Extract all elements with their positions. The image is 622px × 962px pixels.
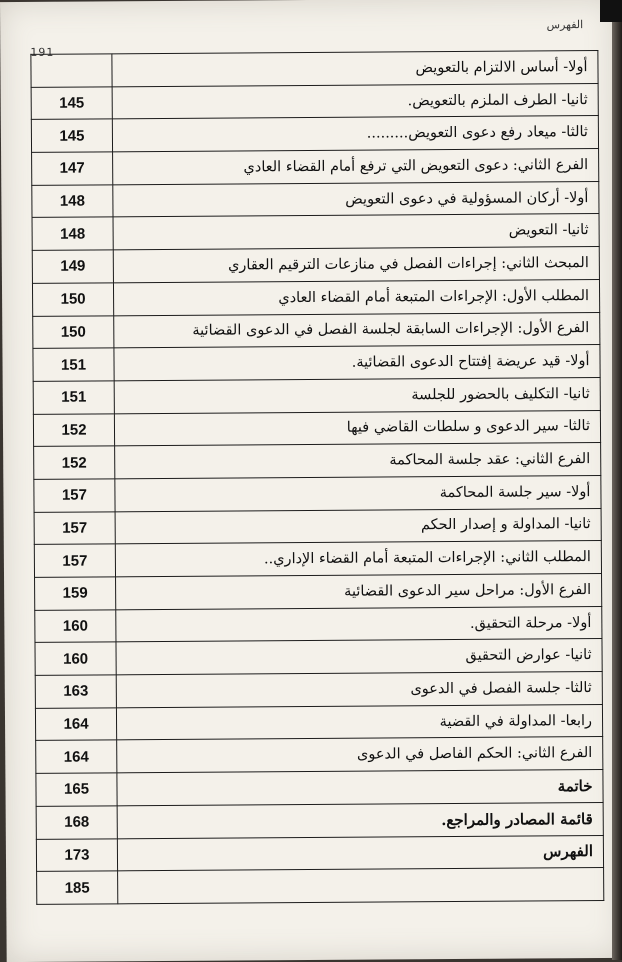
toc-entry-page: 150 [32, 283, 113, 316]
toc-entry-title: ثالثا- سير الدعوى و سلطات القاضي فيها [114, 410, 600, 446]
toc-row [33, 377, 600, 414]
toc-entry-title: الفرع الثاني: عقد جلسة المحاكمة [115, 443, 601, 479]
toc-entry-page: 152 [33, 413, 114, 446]
toc-entry-title: أولا- مرحلة التحقيق. [116, 606, 602, 642]
toc-row [35, 704, 602, 741]
toc-entry-title: المبحث الثاني: إجراءات الفصل في منازعات الترقيم العقاري [113, 247, 599, 283]
toc-row [32, 247, 599, 284]
toc-row [35, 639, 602, 676]
toc-row [32, 181, 599, 218]
toc-entry-page: 157 [34, 544, 115, 577]
toc-entry-page: 185 [37, 871, 118, 904]
toc-row [35, 606, 602, 643]
toc-entry-title: الفرع الأول: مراحل سير الدعوى القضائية [116, 573, 602, 609]
toc-entry-page: 148 [32, 217, 113, 250]
toc-entry-title: ثالثا- ميعاد رفع دعوى التعويض......... [112, 116, 598, 152]
toc-row [34, 443, 601, 480]
toc-row [36, 835, 603, 872]
toc-entry-page: 164 [36, 740, 117, 773]
toc-entry-title: المطلب الأول: الإجراءات المتبعة أمام القضاء العادي [113, 279, 599, 315]
toc-entry-page: 148 [32, 185, 113, 218]
toc-row [31, 116, 598, 153]
toc-entry-title [118, 868, 604, 904]
toc-row [31, 83, 598, 120]
toc-entry-title: ثانيا- الطرف الملزم بالتعويض. [112, 83, 598, 119]
toc-entry-title: الفرع الثاني: الحكم الفاصل في الدعوى [117, 737, 603, 773]
toc-entry-title: المطلب الثاني: الإجراءات المتبعة أمام القضاء الإداري.. [115, 541, 601, 577]
toc-entry-title: الفهرس [117, 835, 603, 871]
toc-row [34, 475, 601, 512]
toc-entry-page: 152 [34, 446, 115, 479]
running-head: الفهرس [546, 18, 584, 32]
toc-table [30, 50, 604, 905]
toc-entry-title: الفرع الأول: الإجراءات السابقة لجلسة الفصل في الدعوى القضائية [114, 312, 600, 348]
toc-entry-page: 173 [36, 838, 117, 871]
toc-row [32, 279, 599, 316]
toc-entry-page: 145 [31, 87, 112, 120]
toc-entry-page: 151 [33, 381, 114, 414]
toc-row [34, 508, 601, 545]
page-number: 191 [30, 45, 55, 59]
toc-row [35, 672, 602, 709]
toc-entry-page: 151 [33, 348, 114, 381]
toc-row [32, 149, 599, 186]
toc-entry-page: 164 [35, 708, 116, 741]
toc-entry-page: 147 [32, 152, 113, 185]
toc-entry-title: أولا- سير جلسة المحاكمة [115, 475, 601, 511]
toc-row [36, 770, 603, 807]
toc-entry-title: قائمة المصادر والمراجع. [117, 802, 603, 838]
toc-entry-page: 163 [35, 675, 116, 708]
toc-entry-title: خاتمة [117, 770, 603, 806]
toc-row [34, 541, 601, 578]
toc-body [31, 50, 604, 904]
toc-entry-page: 165 [36, 773, 117, 806]
toc-entry-title: ثانيا- المداولة و إصدار الحكم [115, 508, 601, 544]
toc-entry-page: 145 [31, 119, 112, 152]
toc-entry-title: ثانيا- التكليف بالحضور للجلسة [114, 377, 600, 413]
toc-row [36, 737, 603, 774]
toc-entry-page: 149 [32, 250, 113, 283]
toc-entry-page: 150 [33, 315, 114, 348]
toc-entry-title: أولا- أركان المسؤولية في دعوى التعويض [113, 181, 599, 217]
toc-row [33, 345, 600, 382]
toc-entry-page: 159 [35, 577, 116, 610]
toc-row [35, 573, 602, 610]
toc-entry-title: أولا- قيد عريضة إفتتاح الدعوى القضائية. [114, 345, 600, 381]
toc-entry-page: 160 [35, 642, 116, 675]
toc-entry-page: 157 [34, 511, 115, 544]
toc-entry-title: ثانيا- عوارض التحقيق [116, 639, 602, 675]
toc-entry-title: الفرع الثاني: دعوى التعويض التي ترفع أمام القضاء العادي [113, 149, 599, 185]
toc-entry-title: رابعا- المداولة في القضية [116, 704, 602, 740]
toc-row [33, 312, 600, 349]
toc-entry-page [31, 54, 112, 87]
toc-entry-title: أولا- أساس الالتزام بالتعويض [112, 50, 598, 86]
toc-entry-title: ثانيا- التعويض [113, 214, 599, 250]
toc-entry-page: 157 [34, 479, 115, 512]
toc-row [36, 802, 603, 839]
toc-entry-page: 168 [36, 806, 117, 839]
toc-row [31, 50, 598, 87]
page-edge-shadow [612, 0, 622, 960]
page-corner [600, 0, 622, 22]
toc-row [32, 214, 599, 251]
toc-entry-title: ثالثا- جلسة الفصل في الدعوى [116, 672, 602, 708]
toc-row [37, 868, 604, 905]
toc-row [33, 410, 600, 447]
toc-entry-page: 160 [35, 610, 116, 643]
